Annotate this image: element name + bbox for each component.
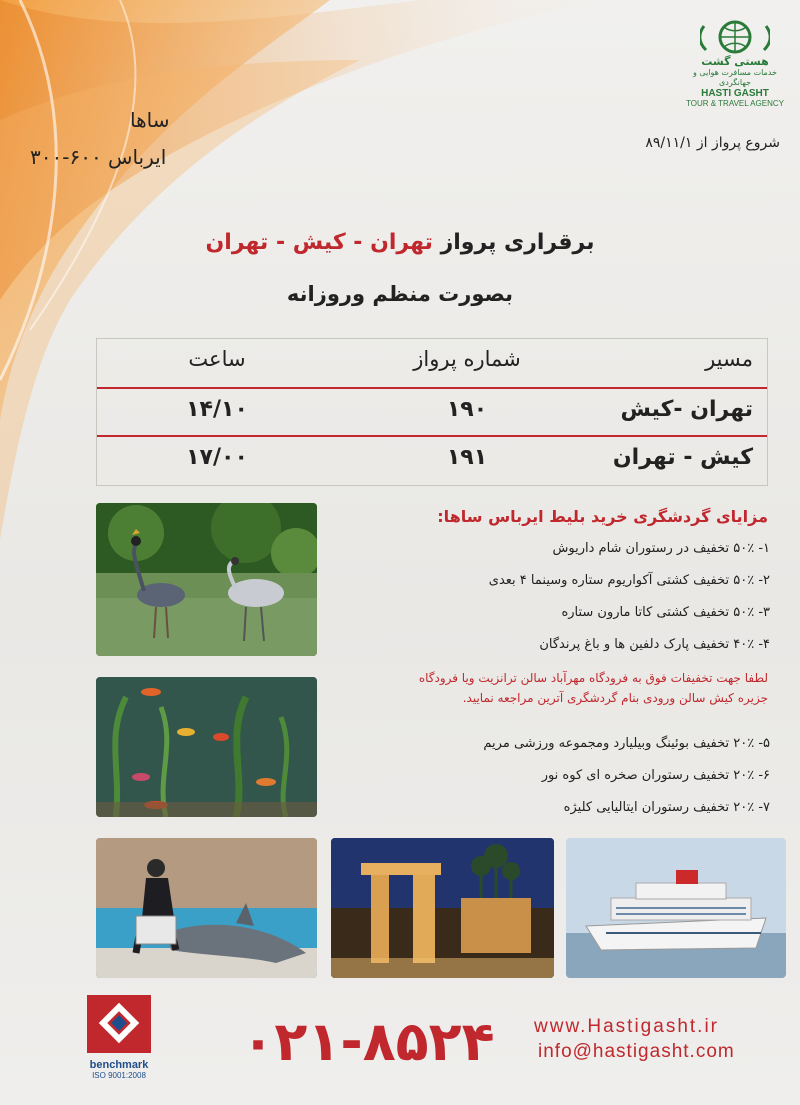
row-route: تهران -کیش (620, 397, 753, 422)
subheadline: بصورت منظم وروزانه (286, 282, 514, 306)
benefits-title: مزایای گردشگری خرید بلیط ایرباس ساها: (437, 507, 768, 526)
logo-name-fa: هستی گشت (701, 55, 769, 68)
website-link[interactable]: www.Hastigasht.ir (534, 1016, 719, 1037)
photo-palace (331, 838, 554, 978)
photo-bird-garden (96, 503, 317, 656)
table-row (97, 387, 767, 435)
headline-prefix: برقراری پرواز (440, 230, 595, 255)
row-time: ۱۷/۰۰ (186, 445, 248, 470)
globe-logo-icon (700, 18, 770, 56)
photo-aquarium (96, 677, 317, 817)
table-header-row (97, 339, 767, 387)
benefit-item: ۶- ۲۰٪ تخفیف رستوران صخره ای کوه نور (541, 768, 770, 783)
headline (150, 230, 650, 255)
header-flight-number: شماره پرواز (413, 347, 521, 371)
phone-number: ۰۲۱-۸۵۲۴ (241, 1010, 495, 1073)
discount-note-line: لطفا جهت تخفیفات فوق به فرودگاه مهرآباد سالن ترانزیت ویا فرودگاه (418, 671, 768, 685)
table-row (97, 435, 767, 483)
photo-cruise-ship (566, 838, 786, 978)
agency-logo (680, 18, 790, 108)
benchmark-brand: benchmark (89, 1059, 149, 1071)
discount-note (330, 668, 768, 708)
row-flight-number: ۱۹۱ (446, 445, 488, 470)
iso-label: ISO 9001:2008 (92, 1071, 146, 1080)
logo-name-en: HASTI GASHT (701, 88, 769, 99)
benefit-item: ۵- ۲۰٪ تخفیف بوئینگ وبیلیارد ومجموعه ورزشی مریم (483, 736, 770, 751)
benchmark-logo-icon (83, 993, 155, 1055)
benefit-item: ۲- ۵۰٪ تخفیف کشتی آکواریوم ستاره وسینما ۴ بعدی (488, 573, 770, 588)
logo-sub-fa: خدمات مسافرت هوایی و جهانگردی (693, 68, 777, 87)
benefit-item: ۴- ۴۰٪ تخفیف پارک دلفین ها و باغ پرندگان (539, 637, 770, 652)
flight-schedule-table (96, 338, 768, 486)
flight-start-date: شروع پرواز از ۸۹/۱۱/۱ (645, 135, 780, 151)
photo-dolphin-park (96, 838, 317, 978)
row-time: ۱۴/۱۰ (186, 397, 248, 422)
headline-route: تهران - کیش - تهران (205, 230, 433, 255)
row-route: کیش - تهران (612, 445, 753, 470)
benchmark-certificate (83, 993, 155, 1088)
header-route: مسیر (705, 347, 753, 371)
benefit-item: ۷- ۲۰٪ تخفیف رستوران ایتالیایی کلیژه (563, 800, 770, 815)
header-time: ساعت (188, 347, 246, 371)
discount-note-line: جزیره کیش سالن ورودی بنام گردشگری آترین مراجعه نمایید. (462, 691, 768, 705)
aircraft-model: ایرباس ۶۰۰-۳۰۰ (30, 145, 167, 169)
logo-sub-en: TOUR & TRAVEL AGENCY (686, 99, 784, 108)
email-link[interactable]: info@hastigasht.com (538, 1041, 735, 1062)
airline-name: ساها (130, 108, 170, 132)
benefit-item: ۳- ۵۰٪ تخفیف کشتی کاتا مارون ستاره (561, 605, 770, 620)
row-flight-number: ۱۹۰ (446, 397, 488, 422)
benefit-item: ۱- ۵۰٪ تخفیف در رستوران شام داریوش (552, 541, 770, 556)
